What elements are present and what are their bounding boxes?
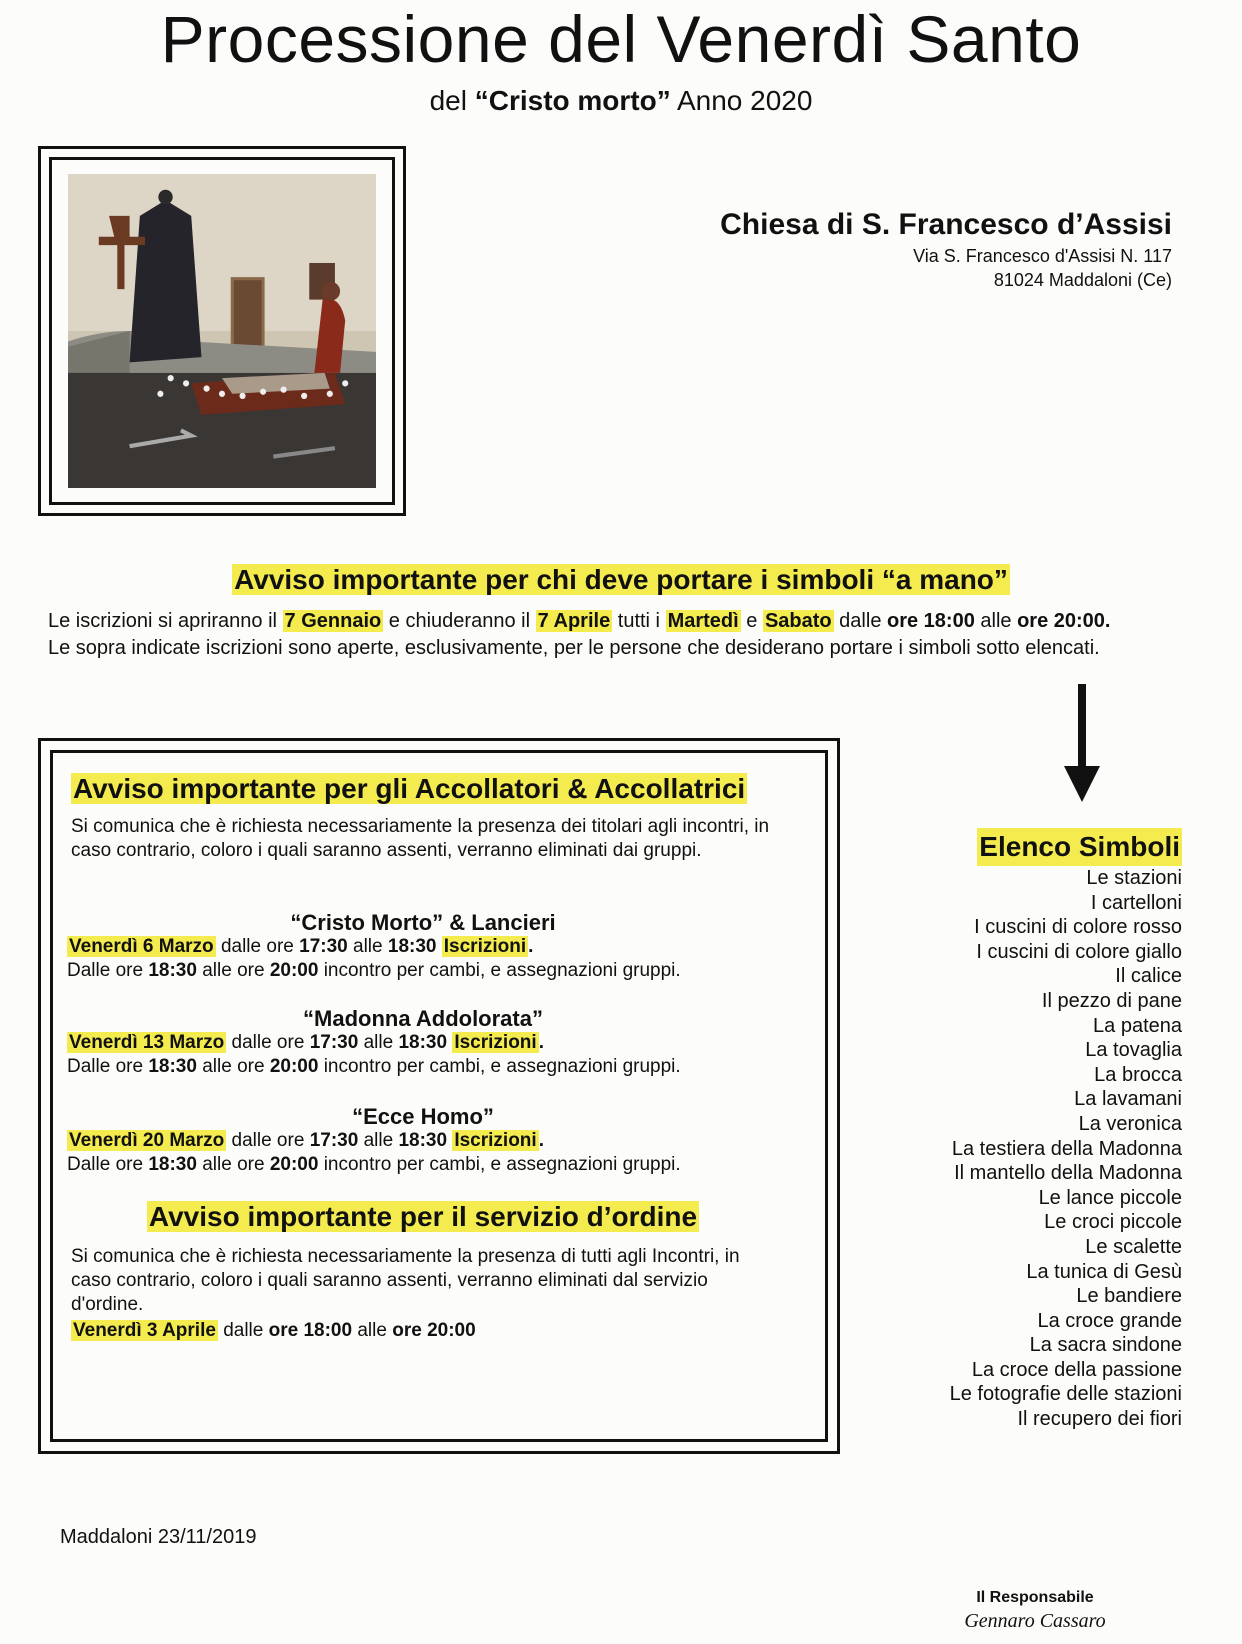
group-schedule	[67, 1031, 544, 1055]
time: 18:30	[148, 1056, 197, 1077]
list-item: La brocca	[1094, 1063, 1182, 1086]
time: ore 18:00	[268, 1320, 353, 1341]
text: alle	[358, 1032, 399, 1053]
list-item: Le bandiere	[1076, 1285, 1182, 1308]
list-item: Le stazioni	[1086, 867, 1182, 889]
text: dalle ore	[226, 1130, 310, 1151]
text: dalle	[833, 610, 887, 632]
list-item: I cuscini di colore giallo	[976, 940, 1182, 963]
church-address-block	[720, 206, 1172, 292]
servizio-heading-text: Avviso importante per il servizio d’ordine	[148, 1201, 698, 1232]
photo-frame	[38, 146, 406, 516]
text: alle	[358, 1130, 399, 1151]
church-name: Chiesa di S. Francesco d’Assisi	[720, 208, 1172, 241]
text: alle	[974, 610, 1018, 632]
servizio-heading	[53, 1199, 793, 1235]
group-schedule	[67, 935, 533, 959]
iscrizioni-highlight: Iscrizioni	[443, 936, 527, 957]
time: 18:30	[387, 936, 437, 957]
church-statue-photo	[68, 174, 376, 488]
date-highlight: 7 Gennaio	[284, 610, 382, 632]
day-highlight: Sabato	[764, 610, 832, 632]
list-item: Il pezzo di pane	[1041, 989, 1182, 1012]
time: 18:30	[148, 960, 197, 981]
subtitle-highlight: “Cristo morto”	[474, 85, 671, 116]
text: Le iscrizioni si apriranno il	[48, 610, 283, 632]
text: e	[740, 610, 763, 632]
list-item: La tunica di Gesù	[1026, 1260, 1182, 1283]
signature-name: Gennaro Cassaro	[964, 1610, 1106, 1632]
list-item: Il recupero dei fiori	[1017, 1408, 1182, 1431]
text: incontro per cambi, e assegnazioni gruppi.	[318, 960, 681, 981]
text: alle	[347, 936, 388, 957]
text: dalle ore	[226, 1032, 310, 1053]
group-meeting	[67, 959, 681, 983]
signature-role: Il Responsabile	[976, 1589, 1094, 1606]
list-item: La croce della passione	[971, 1358, 1182, 1381]
text: incontro per cambi, e assegnazioni gruppi.	[318, 1154, 681, 1175]
subtitle-suffix: Anno 2020	[670, 85, 813, 116]
list-item: Il calice	[1115, 965, 1182, 988]
group-meeting	[67, 1153, 681, 1177]
list-item: Le croci piccole	[1044, 1211, 1182, 1234]
list-item: La veronica	[1078, 1112, 1182, 1135]
list-item: I cuscini di colore rosso	[974, 916, 1182, 939]
avviso-mano-line-2: Le sopra indicate iscrizioni sono aperte, esclusivamente, per le persone che desiderano portare i simboli sotto elencati.	[48, 637, 1100, 659]
list-item: Le lance piccole	[1038, 1186, 1182, 1209]
group-title: “Ecce Homo”	[352, 1104, 494, 1129]
arrow-down-icon	[1062, 684, 1102, 804]
page-title: Processione del Venerdì Santo	[160, 2, 1082, 76]
servizio-schedule	[71, 1319, 476, 1343]
text: alle ore	[196, 1154, 270, 1175]
signature-block	[940, 1588, 1130, 1634]
text: Dalle ore	[67, 1056, 149, 1077]
text: .	[528, 936, 534, 957]
date-highlight: 7 Aprile	[537, 610, 611, 632]
time: 18:30	[148, 1154, 197, 1175]
time: 20:00	[269, 1154, 319, 1175]
date-highlight: Venerdì 20 Marzo	[69, 1130, 225, 1151]
date-highlight: Venerdì 3 Aprile	[73, 1320, 216, 1341]
text: .	[538, 1032, 544, 1053]
text: dalle ore	[215, 936, 300, 957]
time: 20:00	[269, 1056, 319, 1077]
accollatori-heading-text: Avviso importante per gli Accollatori & Accollatrici	[73, 773, 746, 804]
notice-box-inner	[50, 750, 828, 1442]
group-schedule	[67, 1129, 544, 1153]
text: incontro per cambi, e assegnazioni gruppi.	[318, 1056, 681, 1077]
time: 17:30	[309, 1130, 359, 1151]
time: 20:00	[269, 960, 319, 981]
photo-inner-border	[49, 157, 395, 505]
time: 17:30	[309, 1032, 359, 1053]
elenco-simboli	[950, 828, 1182, 1432]
text: Dalle ore	[67, 960, 149, 981]
elenco-simboli-list	[950, 866, 1182, 1432]
page-subtitle	[0, 84, 1242, 118]
text: tutti i	[612, 610, 666, 632]
text: Dalle ore	[67, 1154, 149, 1175]
text: alle	[352, 1320, 393, 1341]
avviso-mano-heading-text: Avviso importante per chi deve portare i simboli “a mano”	[234, 564, 1008, 595]
list-item: I cartelloni	[1090, 891, 1182, 914]
text: e chiuderanno il	[383, 610, 536, 632]
time: ore 20:00	[392, 1320, 476, 1341]
accollatori-heading	[71, 771, 747, 807]
avviso-mano-heading	[0, 562, 1242, 598]
time: 18:30	[398, 1032, 448, 1053]
list-item: La sacra sindone	[1029, 1334, 1182, 1357]
text: dalle	[217, 1320, 269, 1341]
list-item: La patena	[1093, 1014, 1182, 1037]
subtitle-prefix: del	[429, 85, 475, 116]
time: ore 20:00.	[1017, 610, 1111, 632]
church-street: Via S. Francesco d'Assisi N. 117	[913, 246, 1172, 266]
group-meeting	[67, 1055, 681, 1079]
day-highlight: Martedì	[667, 610, 739, 632]
time: ore 18:00	[887, 610, 975, 632]
list-item: La croce grande	[1037, 1309, 1182, 1332]
iscrizioni-highlight: Iscrizioni	[454, 1130, 537, 1151]
list-item: La tovaglia	[1085, 1039, 1182, 1062]
group-title: “Madonna Addolorata”	[303, 1006, 543, 1031]
time: 17:30	[299, 936, 348, 957]
church-city: 81024 Maddaloni (Ce)	[993, 270, 1172, 290]
avviso-mano-text	[48, 608, 1218, 662]
date-highlight: Venerdì 13 Marzo	[69, 1032, 225, 1053]
list-item: Il mantello della Madonna	[954, 1162, 1182, 1185]
document-date: Maddaloni 23/11/2019	[60, 1526, 257, 1548]
text: alle ore	[196, 1056, 270, 1077]
elenco-simboli-title: Elenco Simboli	[977, 828, 1182, 866]
servizio-text: Si comunica che è richiesta necessariamente la presenza di tutti agli Incontri, in caso contrario, coloro i quali saranno assenti, verranno eliminati dal servizio d'ordine.	[71, 1246, 740, 1315]
group-title: “Cristo Morto” & Lancieri	[290, 910, 556, 935]
list-item: La testiera della Madonna	[951, 1137, 1182, 1160]
iscrizioni-highlight: Iscrizioni	[454, 1032, 537, 1053]
date-highlight: Venerdì 6 Marzo	[69, 936, 214, 957]
list-item: Le fotografie delle stazioni	[949, 1383, 1182, 1406]
list-item: La lavamani	[1074, 1088, 1182, 1111]
accollatori-text: Si comunica che è richiesta necessariamente la presenza dei titolari agli incontri, in caso contrario, coloro i quali saranno assenti, verranno eliminati dai gruppi.	[71, 816, 770, 861]
notice-box	[38, 738, 840, 1454]
text: .	[538, 1130, 544, 1151]
list-item: Le scalette	[1085, 1235, 1182, 1258]
avviso-mano-line-1	[48, 608, 1218, 635]
time: 18:30	[398, 1130, 448, 1151]
text: alle ore	[196, 960, 270, 981]
